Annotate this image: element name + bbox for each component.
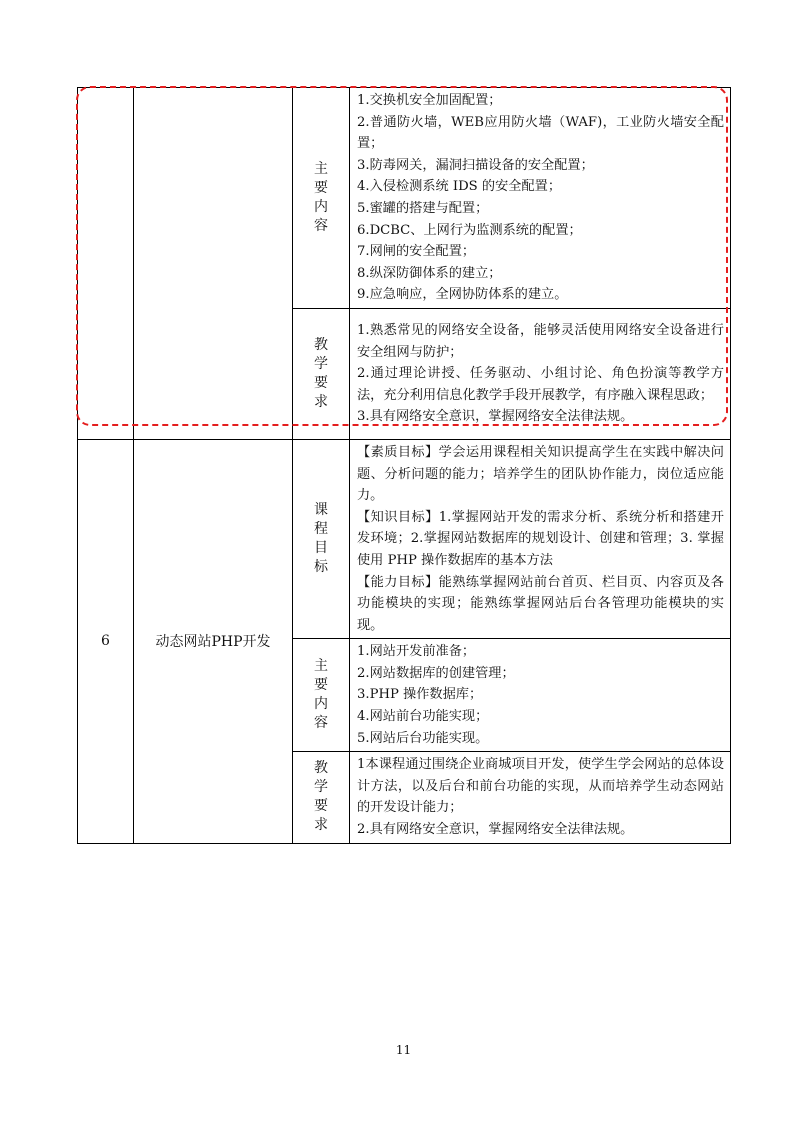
- list-item: 5.蜜罐的搭建与配置；: [357, 200, 489, 216]
- row-label-cell: [293, 88, 350, 309]
- list-item: 9.应急响应，全网协防体系的建立。: [357, 287, 568, 303]
- page-number: 11: [395, 1043, 412, 1057]
- row-label-cell: [293, 308, 350, 439]
- list-item: 3.具有网络安全意识，掌握网络安全法律法规。: [357, 409, 634, 425]
- seq-cell: 6: [78, 439, 134, 843]
- table-row: [78, 88, 731, 309]
- list-item: 7.网闸的安全配置；: [357, 244, 476, 260]
- course-name-cell-empty: [134, 88, 293, 440]
- course-goal-label: 课 程 目 标: [314, 502, 328, 576]
- list-item: 1.熟悉常见的网络安全设备，能够灵活使用网络安全设备进行安全组网与防护；: [357, 322, 724, 360]
- main-content-label: 主 要 内 容: [314, 658, 328, 732]
- list-item: 1.网站开发前准备；: [357, 644, 476, 660]
- seq-cell-empty: [78, 88, 134, 440]
- main-content-cell: [350, 639, 731, 752]
- list-item: 2.通过理论讲授、任务驱动、小组讨论、角色扮演等教学方法，充分利用信息化教学手段开展教学，有序融入课程思政；: [357, 366, 724, 403]
- curriculum-table: [77, 87, 731, 844]
- list-item: 3.防毒网关，漏洞扫描设备的安全配置；: [357, 157, 594, 173]
- course-goal-cell: [350, 439, 731, 638]
- list-item: 1.交换机安全加固配置；: [357, 93, 502, 108]
- course-name-cell: 动态网站PHP开发: [134, 439, 293, 843]
- row-label-cell: [293, 439, 350, 638]
- list-item: 【知识目标】1.掌握网站开发的需求分析、系统分析和搭建开发环境；2.掌握网站数据库的规划设计、创建和管理；3. 掌握使用 PHP 操作数据库的基本方法: [357, 509, 724, 568]
- list-item: 2.普通防火墙，WEB应用防火墙（WAF)，工业防火墙安全配置；: [357, 114, 724, 152]
- list-item: 4.入侵检测系统 IDS 的安全配置；: [357, 179, 562, 195]
- teaching-requirements-cell: [350, 752, 731, 843]
- list-item: 8.纵深防御体系的建立；: [357, 265, 502, 281]
- list-item: 2.网站数据库的创建管理；: [357, 665, 515, 681]
- list-item: 2.具有网络安全意识，掌握网络安全法律法规。: [357, 822, 634, 838]
- row-label-cell: [293, 639, 350, 752]
- main-content-cell: [350, 88, 731, 309]
- table-row: [78, 439, 731, 638]
- list-item: 3.PHP 操作数据库；: [357, 687, 483, 703]
- teaching-requirements-label: 教 学 要 求: [314, 336, 328, 410]
- list-item: 6.DCBC、上网行为监测系统的配置；: [357, 222, 582, 238]
- teaching-requirements-cell: [350, 308, 731, 439]
- list-item: 1本课程通过围绕企业商城项目开发，使学生学会网站的总体设计方法，以及后台和前台功能的实现，从而培养学生动态网站的开发设计能力；: [357, 757, 724, 816]
- list-item: 【素质目标】学会运用课程相关知识提高学生在实践中解决问题、分析问题的能力；培养学生的团队协作能力，岗位适应能力。: [357, 444, 724, 504]
- teaching-requirements-label: 教 学 要 求: [314, 760, 328, 834]
- list-item: 4.网站前台功能实现；: [357, 709, 489, 725]
- row-label-cell: [293, 752, 350, 843]
- main-content-label: 主 要 内 容: [314, 160, 328, 234]
- list-item: 【能力目标】能熟练掌握网站前台首页、栏目页、内容页及各功能模块的实现；能熟练掌握网站后台各管理功能模块的实现。: [357, 574, 724, 633]
- list-item: 5.网站后台功能实现。: [357, 730, 489, 746]
